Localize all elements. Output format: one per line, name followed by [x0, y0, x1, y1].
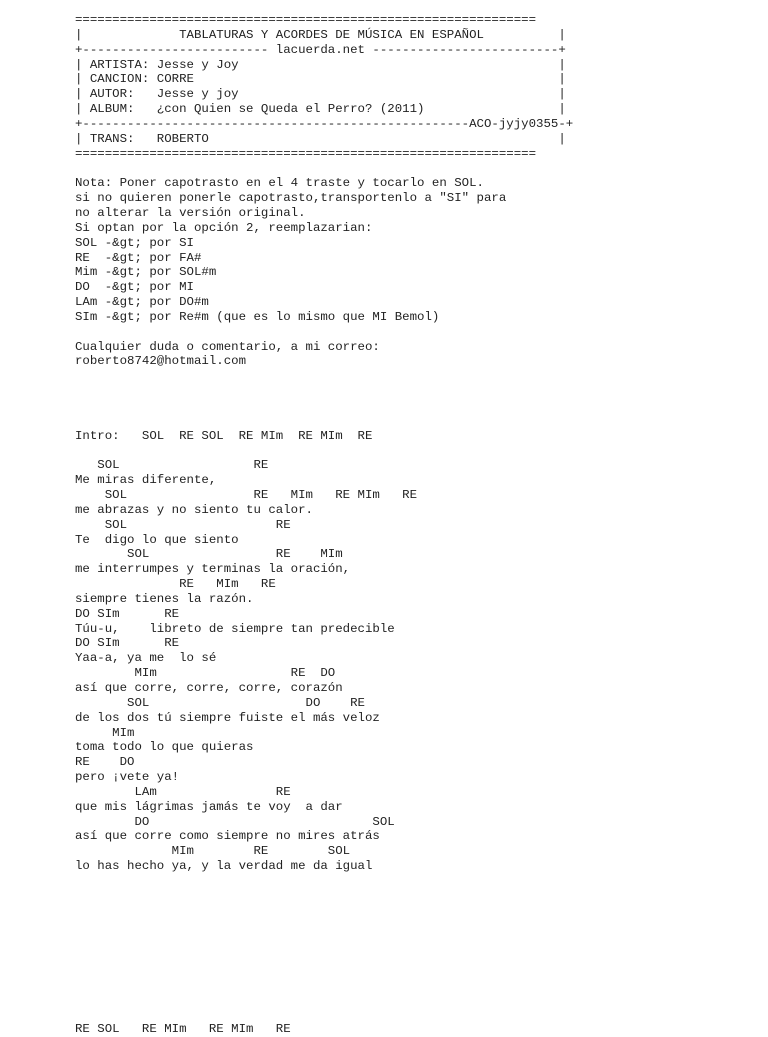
text-line: me abrazas y no siento tu calor.: [75, 502, 313, 517]
text-line: [75, 993, 755, 1008]
text-line: RE -&gt; por FA#: [75, 250, 202, 265]
text-line: LAm -&gt; por DO#m: [75, 295, 209, 310]
text-line: [75, 369, 755, 384]
text-line: DO SIm RE: [75, 606, 180, 621]
text-line: +----------------------------------------------------ACO-jyjy0355-+: [75, 116, 574, 131]
text-line: SOL -&gt; por SI: [75, 235, 194, 250]
text-line: | AUTOR: Jesse y joy |: [75, 87, 566, 102]
text-line: DO SIm RE: [75, 636, 180, 651]
text-line: [75, 904, 755, 919]
text-line: DO -&gt; por MI: [75, 280, 194, 295]
text-line: Nota: Poner capotrasto en el 4 traste y tocarlo en SOL.: [75, 176, 484, 191]
text-line: siempre tienes la razón.: [75, 591, 254, 606]
text-line: ==============================================================: [75, 13, 537, 27]
text-line: MIm RE DO: [75, 666, 336, 681]
text-line: Mim -&gt; por SOL#m: [75, 265, 217, 280]
text-line: [75, 1008, 755, 1023]
text-line: | CANCION: CORRE |: [75, 72, 566, 87]
text-line: SOL RE MIm: [75, 547, 343, 562]
text-line: ==============================================================: [75, 146, 537, 161]
text-line: me interrumpes y terminas la oración,: [75, 562, 351, 577]
text-line: [75, 161, 755, 176]
text-line: [75, 978, 755, 993]
tab-document: [75, 13, 755, 1037]
text-line: [75, 384, 755, 399]
text-line: [75, 889, 755, 904]
text-line: | ARTISTA: Jesse y Joy |: [75, 57, 566, 72]
text-line: [75, 918, 755, 933]
text-line: SOL DO RE: [75, 695, 365, 710]
text-line: Yaa-a, ya me lo sé: [75, 651, 217, 666]
text-line: toma todo lo que quieras: [75, 740, 254, 755]
text-line: de los dos tú siempre fuiste el más veloz: [75, 710, 380, 725]
text-line: [75, 443, 755, 458]
text-line: LAm RE: [75, 784, 291, 799]
text-line: SOL RE: [75, 517, 291, 532]
text-line: Túu-u, libreto de siempre tan predecible: [75, 621, 395, 636]
text-line: +------------------------- lacuerda.net -------------------------+: [75, 42, 566, 57]
text-line: así que corre como siempre no mires atrás: [75, 829, 380, 844]
text-line: RE MIm RE: [75, 577, 276, 592]
text-line: MIm RE SOL: [75, 844, 351, 859]
text-line: SIm -&gt; por Re#m (que es lo mismo que MI Bemol): [75, 309, 440, 324]
text-line: SOL RE MIm RE MIm RE: [75, 488, 418, 502]
text-line: SOL RE: [75, 458, 269, 473]
text-line: Intro: SOL RE SOL RE MIm RE MIm RE: [75, 428, 373, 443]
text-line: | ALBUM: ¿con Quien se Queda el Perro? (2011) |: [75, 102, 566, 117]
text-line: Me miras diferente,: [75, 473, 217, 488]
text-line: [75, 933, 755, 948]
text-line: Si optan por la opción 2, reemplazarian:: [75, 220, 373, 235]
text-line: [75, 399, 755, 414]
text-line: así que corre, corre, corre, corazón: [75, 680, 343, 695]
text-line: MIm: [75, 725, 135, 740]
text-line: [75, 325, 755, 340]
text-line: [75, 948, 755, 963]
text-line: RE DO: [75, 755, 135, 770]
text-line: Cualquier duda o comentario, a mi correo:: [75, 339, 380, 354]
text-line: RE SOL RE MIm RE MIm RE: [75, 1022, 291, 1037]
text-line: lo has hecho ya, y la verdad me da igual: [75, 859, 373, 874]
text-line: Te digo lo que siento: [75, 532, 239, 547]
text-line: si no quieren ponerle capotrasto,transportenlo a "SI" para: [75, 191, 507, 206]
text-line: | TABLATURAS Y ACORDES DE MÚSICA EN ESPAÑOL |: [75, 27, 566, 42]
text-line: [75, 874, 755, 889]
text-line: [75, 414, 755, 429]
text-line: DO SOL: [75, 814, 395, 829]
text-line: pero ¡vete ya!: [75, 770, 180, 785]
text-line: que mis lágrimas jamás te voy a dar: [75, 799, 343, 814]
text-line: no alterar la versión original.: [75, 205, 306, 220]
text-line: [75, 963, 755, 978]
text-line: | TRANS: ROBERTO |: [75, 131, 566, 146]
text-line: roberto8742@hotmail.com: [75, 354, 247, 369]
